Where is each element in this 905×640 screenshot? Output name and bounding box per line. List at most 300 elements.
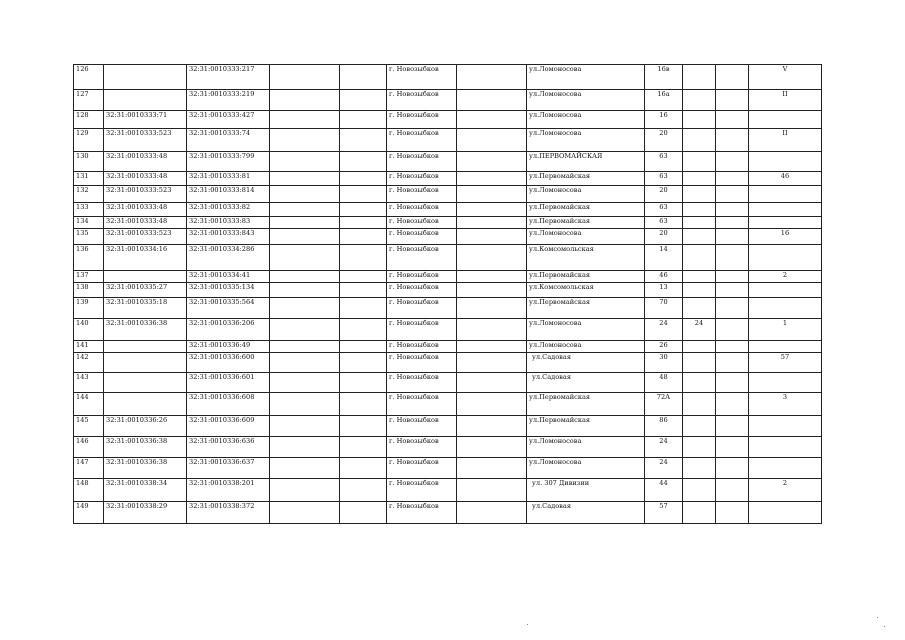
cadastral-number-cell: 32:31:0010336:49 bbox=[187, 341, 270, 353]
row-number-cell: 137 bbox=[74, 271, 104, 283]
last-column-cell: 2 bbox=[749, 479, 822, 502]
empty-cell bbox=[457, 341, 527, 353]
extra-number-cell bbox=[683, 353, 716, 373]
row-number-cell: 129 bbox=[74, 129, 104, 152]
extra-number-cell bbox=[683, 111, 716, 129]
street-cell: ул.Первомайская bbox=[527, 271, 645, 283]
row-number-cell: 148 bbox=[74, 479, 104, 502]
empty-cell bbox=[340, 502, 387, 524]
house-number-cell: 86 bbox=[645, 416, 683, 437]
parent-cadastral-number-cell: 32:31:0010336:38 bbox=[104, 437, 187, 458]
house-number-cell: 63 bbox=[645, 172, 683, 186]
parent-cadastral-number-cell: 32:31:0010335:18 bbox=[104, 298, 187, 319]
street-cell: ул.Комсомольская bbox=[527, 283, 645, 298]
house-number-cell: 26 bbox=[645, 341, 683, 353]
parent-cadastral-number-cell bbox=[104, 65, 187, 90]
table-row bbox=[74, 353, 822, 373]
last-column-cell: 1 bbox=[749, 319, 822, 341]
street-cell: ул.Первомайская bbox=[527, 416, 645, 437]
cadastral-number-cell: 32:31:0010333:81 bbox=[187, 172, 270, 186]
parent-cadastral-number-cell bbox=[104, 341, 187, 353]
empty-cell bbox=[457, 65, 527, 90]
cadastral-number-cell: 32:31:0010335:134 bbox=[187, 283, 270, 298]
city-cell: г. Новозыбков bbox=[387, 298, 457, 319]
city-cell: г. Новозыбков bbox=[387, 271, 457, 283]
empty-cell bbox=[457, 129, 527, 152]
parent-cadastral-number-cell: 32:31:0010333:48 bbox=[104, 152, 187, 172]
last-column-cell bbox=[749, 245, 822, 271]
empty-cell bbox=[716, 203, 749, 217]
street-cell: ул.Ломоносова bbox=[527, 458, 645, 479]
empty-cell bbox=[270, 111, 340, 129]
table-row bbox=[74, 65, 822, 90]
empty-cell bbox=[716, 186, 749, 203]
street-cell: ул.Ломоносова bbox=[527, 186, 645, 203]
empty-cell bbox=[457, 353, 527, 373]
empty-cell bbox=[340, 393, 387, 416]
empty-cell bbox=[270, 341, 340, 353]
last-column-cell: 2 bbox=[749, 271, 822, 283]
empty-cell bbox=[457, 479, 527, 502]
extra-number-cell bbox=[683, 203, 716, 217]
table-row bbox=[74, 393, 822, 416]
row-number-cell: 136 bbox=[74, 245, 104, 271]
extra-number-cell: 24 bbox=[683, 319, 716, 341]
street-cell: ул.Ломоносова bbox=[527, 90, 645, 111]
last-column-cell: II bbox=[749, 129, 822, 152]
street-cell: ул.Комсомольская bbox=[527, 245, 645, 271]
parent-cadastral-number-cell: 32:31:0010336:38 bbox=[104, 319, 187, 341]
table-row bbox=[74, 203, 822, 217]
last-column-cell bbox=[749, 203, 822, 217]
table-row bbox=[74, 319, 822, 341]
empty-cell bbox=[457, 111, 527, 129]
last-column-cell bbox=[749, 437, 822, 458]
empty-cell bbox=[340, 217, 387, 229]
empty-cell bbox=[340, 90, 387, 111]
cadastral-number-cell: 32:31:0010333:219 bbox=[187, 90, 270, 111]
city-cell: г. Новозыбков bbox=[387, 152, 457, 172]
cadastral-register-table bbox=[73, 64, 822, 524]
empty-cell bbox=[716, 416, 749, 437]
empty-cell bbox=[716, 217, 749, 229]
cadastral-number-cell: 32:31:0010336:600 bbox=[187, 353, 270, 373]
empty-cell bbox=[716, 458, 749, 479]
empty-cell bbox=[270, 502, 340, 524]
house-number-cell: 16в bbox=[645, 65, 683, 90]
street-cell: ул.Ломоносова bbox=[527, 111, 645, 129]
empty-cell bbox=[457, 437, 527, 458]
extra-number-cell bbox=[683, 393, 716, 416]
street-cell: ул.Первомайская bbox=[527, 203, 645, 217]
extra-number-cell bbox=[683, 90, 716, 111]
parent-cadastral-number-cell: 32:31:0010333:523 bbox=[104, 129, 187, 152]
last-column-cell bbox=[749, 111, 822, 129]
street-cell: ул.Первомайская bbox=[527, 393, 645, 416]
empty-cell bbox=[457, 271, 527, 283]
table-row bbox=[74, 129, 822, 152]
empty-cell bbox=[457, 217, 527, 229]
table-row bbox=[74, 111, 822, 129]
parent-cadastral-number-cell: 32:31:0010333:71 bbox=[104, 111, 187, 129]
parent-cadastral-number-cell: 32:31:0010338:29 bbox=[104, 502, 187, 524]
scan-speck bbox=[877, 617, 878, 618]
parent-cadastral-number-cell: 32:31:0010336:38 bbox=[104, 458, 187, 479]
table-row bbox=[74, 437, 822, 458]
table-row bbox=[74, 283, 822, 298]
empty-cell bbox=[457, 229, 527, 245]
street-cell: ул.ПЕРВОМАЙСКАЯ bbox=[527, 152, 645, 172]
extra-number-cell bbox=[683, 458, 716, 479]
cadastral-number-cell: 32:31:0010333:82 bbox=[187, 203, 270, 217]
row-number-cell: 141 bbox=[74, 341, 104, 353]
cadastral-number-cell: 32:31:0010335:564 bbox=[187, 298, 270, 319]
extra-number-cell bbox=[683, 245, 716, 271]
house-number-cell: 63 bbox=[645, 217, 683, 229]
empty-cell bbox=[340, 479, 387, 502]
empty-cell bbox=[716, 271, 749, 283]
street-cell: ул.Ломоносова bbox=[527, 65, 645, 90]
empty-cell bbox=[270, 353, 340, 373]
register-body bbox=[74, 65, 822, 524]
extra-number-cell bbox=[683, 298, 716, 319]
row-number-cell: 138 bbox=[74, 283, 104, 298]
city-cell: г. Новозыбков bbox=[387, 203, 457, 217]
house-number-cell: 63 bbox=[645, 152, 683, 172]
empty-cell bbox=[270, 203, 340, 217]
row-number-cell: 131 bbox=[74, 172, 104, 186]
table-row bbox=[74, 479, 822, 502]
empty-cell bbox=[340, 245, 387, 271]
scan-speck bbox=[527, 624, 528, 625]
table-row bbox=[74, 502, 822, 524]
empty-cell bbox=[340, 458, 387, 479]
empty-cell bbox=[340, 152, 387, 172]
empty-cell bbox=[340, 271, 387, 283]
empty-cell bbox=[270, 186, 340, 203]
empty-cell bbox=[457, 458, 527, 479]
extra-number-cell bbox=[683, 416, 716, 437]
house-number-cell: 44 bbox=[645, 479, 683, 502]
table-row bbox=[74, 245, 822, 271]
cadastral-number-cell: 32:31:0010336:608 bbox=[187, 393, 270, 416]
table-row bbox=[74, 186, 822, 203]
empty-cell bbox=[270, 458, 340, 479]
extra-number-cell bbox=[683, 129, 716, 152]
city-cell: г. Новозыбков bbox=[387, 416, 457, 437]
last-column-cell bbox=[749, 416, 822, 437]
table-row bbox=[74, 271, 822, 283]
street-cell: ул.Первомайская bbox=[527, 298, 645, 319]
empty-cell bbox=[340, 186, 387, 203]
cadastral-number-cell: 32:31:0010336:601 bbox=[187, 373, 270, 393]
empty-cell bbox=[270, 393, 340, 416]
empty-cell bbox=[270, 479, 340, 502]
empty-cell bbox=[457, 298, 527, 319]
table-row bbox=[74, 172, 822, 186]
street-cell: ул.Ломоносова bbox=[527, 129, 645, 152]
parent-cadastral-number-cell: 32:31:0010333:523 bbox=[104, 229, 187, 245]
empty-cell bbox=[270, 90, 340, 111]
row-number-cell: 146 bbox=[74, 437, 104, 458]
house-number-cell: 48 bbox=[645, 373, 683, 393]
city-cell: г. Новозыбков bbox=[387, 353, 457, 373]
parent-cadastral-number-cell bbox=[104, 393, 187, 416]
empty-cell bbox=[340, 319, 387, 341]
empty-cell bbox=[340, 298, 387, 319]
empty-cell bbox=[340, 129, 387, 152]
table-row bbox=[74, 152, 822, 172]
empty-cell bbox=[340, 437, 387, 458]
last-column-cell bbox=[749, 283, 822, 298]
city-cell: г. Новозыбков bbox=[387, 65, 457, 90]
parent-cadastral-number-cell bbox=[104, 271, 187, 283]
row-number-cell: 149 bbox=[74, 502, 104, 524]
empty-cell bbox=[457, 373, 527, 393]
extra-number-cell bbox=[683, 271, 716, 283]
empty-cell bbox=[270, 271, 340, 283]
extra-number-cell bbox=[683, 373, 716, 393]
street-cell: ул.Ломоносова bbox=[527, 437, 645, 458]
last-column-cell: 46 bbox=[749, 172, 822, 186]
extra-number-cell bbox=[683, 341, 716, 353]
empty-cell bbox=[716, 111, 749, 129]
house-number-cell: 16 bbox=[645, 111, 683, 129]
extra-number-cell bbox=[683, 172, 716, 186]
empty-cell bbox=[716, 393, 749, 416]
street-cell: ул.Первомайская bbox=[527, 217, 645, 229]
cadastral-number-cell: 32:31:0010338:201 bbox=[187, 479, 270, 502]
empty-cell bbox=[270, 129, 340, 152]
parent-cadastral-number-cell bbox=[104, 353, 187, 373]
cadastral-number-cell: 32:31:0010333:217 bbox=[187, 65, 270, 90]
city-cell: г. Новозыбков bbox=[387, 283, 457, 298]
empty-cell bbox=[270, 65, 340, 90]
house-number-cell: 57 bbox=[645, 502, 683, 524]
last-column-cell: V bbox=[749, 65, 822, 90]
empty-cell bbox=[457, 283, 527, 298]
city-cell: г. Новозыбков bbox=[387, 172, 457, 186]
row-number-cell: 143 bbox=[74, 373, 104, 393]
city-cell: г. Новозыбков bbox=[387, 245, 457, 271]
empty-cell bbox=[716, 479, 749, 502]
city-cell: г. Новозыбков bbox=[387, 129, 457, 152]
empty-cell bbox=[716, 129, 749, 152]
parent-cadastral-number-cell: 32:31:0010333:48 bbox=[104, 217, 187, 229]
row-number-cell: 127 bbox=[74, 90, 104, 111]
cadastral-number-cell: 32:31:0010336:206 bbox=[187, 319, 270, 341]
street-cell: ул.Садовая bbox=[527, 502, 645, 524]
empty-cell bbox=[340, 203, 387, 217]
parent-cadastral-number-cell bbox=[104, 373, 187, 393]
table-row bbox=[74, 373, 822, 393]
empty-cell bbox=[716, 373, 749, 393]
parent-cadastral-number-cell: 32:31:0010333:523 bbox=[104, 186, 187, 203]
table-row bbox=[74, 458, 822, 479]
city-cell: г. Новозыбков bbox=[387, 393, 457, 416]
cadastral-number-cell: 32:31:0010333:814 bbox=[187, 186, 270, 203]
empty-cell bbox=[270, 319, 340, 341]
row-number-cell: 133 bbox=[74, 203, 104, 217]
empty-cell bbox=[270, 283, 340, 298]
house-number-cell: 16а bbox=[645, 90, 683, 111]
extra-number-cell bbox=[683, 152, 716, 172]
row-number-cell: 126 bbox=[74, 65, 104, 90]
parent-cadastral-number-cell: 32:31:0010333:48 bbox=[104, 172, 187, 186]
empty-cell bbox=[270, 416, 340, 437]
empty-cell bbox=[716, 353, 749, 373]
empty-cell bbox=[340, 172, 387, 186]
city-cell: г. Новозыбков bbox=[387, 373, 457, 393]
empty-cell bbox=[270, 229, 340, 245]
city-cell: г. Новозыбков bbox=[387, 111, 457, 129]
empty-cell bbox=[457, 502, 527, 524]
last-column-cell bbox=[749, 373, 822, 393]
empty-cell bbox=[716, 90, 749, 111]
table-row bbox=[74, 416, 822, 437]
table-row bbox=[74, 341, 822, 353]
parent-cadastral-number-cell: 32:31:0010336:26 bbox=[104, 416, 187, 437]
empty-cell bbox=[716, 245, 749, 271]
city-cell: г. Новозыбков bbox=[387, 90, 457, 111]
empty-cell bbox=[340, 111, 387, 129]
city-cell: г. Новозыбков bbox=[387, 217, 457, 229]
cadastral-number-cell: 32:31:0010333:74 bbox=[187, 129, 270, 152]
house-number-cell: 20 bbox=[645, 186, 683, 203]
extra-number-cell bbox=[683, 502, 716, 524]
empty-cell bbox=[340, 416, 387, 437]
empty-cell bbox=[270, 245, 340, 271]
last-column-cell: 57 bbox=[749, 353, 822, 373]
last-column-cell bbox=[749, 186, 822, 203]
cadastral-number-cell: 32:31:0010333:427 bbox=[187, 111, 270, 129]
empty-cell bbox=[716, 298, 749, 319]
city-cell: г. Новозыбков bbox=[387, 458, 457, 479]
extra-number-cell bbox=[683, 479, 716, 502]
city-cell: г. Новозыбков bbox=[387, 502, 457, 524]
extra-number-cell bbox=[683, 229, 716, 245]
empty-cell bbox=[270, 152, 340, 172]
city-cell: г. Новозыбков bbox=[387, 341, 457, 353]
street-cell: ул.Ломоносова bbox=[527, 341, 645, 353]
last-column-cell: 3 bbox=[749, 393, 822, 416]
city-cell: г. Новозыбков bbox=[387, 186, 457, 203]
extra-number-cell bbox=[683, 217, 716, 229]
empty-cell bbox=[270, 172, 340, 186]
last-column-cell bbox=[749, 152, 822, 172]
last-column-cell: 16 bbox=[749, 229, 822, 245]
street-cell: ул. 307 Дивизии bbox=[527, 479, 645, 502]
house-number-cell: 14 bbox=[645, 245, 683, 271]
extra-number-cell bbox=[683, 186, 716, 203]
cadastral-number-cell: 32:31:0010333:83 bbox=[187, 217, 270, 229]
empty-cell bbox=[716, 283, 749, 298]
city-cell: г. Новозыбков bbox=[387, 229, 457, 245]
row-number-cell: 144 bbox=[74, 393, 104, 416]
cadastral-number-cell: 32:31:0010336:637 bbox=[187, 458, 270, 479]
last-column-cell bbox=[749, 341, 822, 353]
last-column-cell bbox=[749, 298, 822, 319]
table-row bbox=[74, 90, 822, 111]
house-number-cell: 24 bbox=[645, 437, 683, 458]
empty-cell bbox=[340, 229, 387, 245]
cadastral-number-cell: 32:31:0010334:286 bbox=[187, 245, 270, 271]
last-column-cell bbox=[749, 458, 822, 479]
empty-cell bbox=[457, 152, 527, 172]
row-number-cell: 130 bbox=[74, 152, 104, 172]
table-row bbox=[74, 298, 822, 319]
empty-cell bbox=[457, 172, 527, 186]
empty-cell bbox=[270, 298, 340, 319]
extra-number-cell bbox=[683, 283, 716, 298]
city-cell: г. Новозыбков bbox=[387, 479, 457, 502]
parent-cadastral-number-cell: 32:31:0010333:48 bbox=[104, 203, 187, 217]
empty-cell bbox=[270, 437, 340, 458]
street-cell: ул.Садовая bbox=[527, 353, 645, 373]
house-number-cell: 24 bbox=[645, 458, 683, 479]
empty-cell bbox=[340, 283, 387, 298]
cadastral-number-cell: 32:31:0010338:372 bbox=[187, 502, 270, 524]
street-cell: ул.Первомайская bbox=[527, 172, 645, 186]
row-number-cell: 128 bbox=[74, 111, 104, 129]
house-number-cell: 70 bbox=[645, 298, 683, 319]
street-cell: ул.Ломоносова bbox=[527, 229, 645, 245]
house-number-cell: 46 bbox=[645, 271, 683, 283]
empty-cell bbox=[716, 341, 749, 353]
empty-cell bbox=[340, 353, 387, 373]
last-column-cell: II bbox=[749, 90, 822, 111]
row-number-cell: 135 bbox=[74, 229, 104, 245]
empty-cell bbox=[457, 203, 527, 217]
row-number-cell: 147 bbox=[74, 458, 104, 479]
cadastral-number-cell: 32:31:0010334:41 bbox=[187, 271, 270, 283]
last-column-cell bbox=[749, 502, 822, 524]
empty-cell bbox=[716, 319, 749, 341]
house-number-cell: 30 bbox=[645, 353, 683, 373]
house-number-cell: 63 bbox=[645, 203, 683, 217]
cadastral-number-cell: 32:31:0010333:799 bbox=[187, 152, 270, 172]
cadastral-number-cell: 32:31:0010336:636 bbox=[187, 437, 270, 458]
empty-cell bbox=[716, 502, 749, 524]
cadastral-number-cell: 32:31:0010333:843 bbox=[187, 229, 270, 245]
empty-cell bbox=[457, 245, 527, 271]
house-number-cell: 20 bbox=[645, 229, 683, 245]
empty-cell bbox=[457, 416, 527, 437]
city-cell: г. Новозыбков bbox=[387, 437, 457, 458]
house-number-cell: 24 bbox=[645, 319, 683, 341]
last-column-cell bbox=[749, 217, 822, 229]
table-row bbox=[74, 229, 822, 245]
house-number-cell: 13 bbox=[645, 283, 683, 298]
row-number-cell: 142 bbox=[74, 353, 104, 373]
row-number-cell: 139 bbox=[74, 298, 104, 319]
empty-cell bbox=[716, 229, 749, 245]
empty-cell bbox=[716, 437, 749, 458]
empty-cell bbox=[457, 319, 527, 341]
row-number-cell: 145 bbox=[74, 416, 104, 437]
extra-number-cell bbox=[683, 65, 716, 90]
empty-cell bbox=[716, 172, 749, 186]
parent-cadastral-number-cell: 32:31:0010334:16 bbox=[104, 245, 187, 271]
empty-cell bbox=[457, 90, 527, 111]
row-number-cell: 140 bbox=[74, 319, 104, 341]
empty-cell bbox=[457, 393, 527, 416]
parent-cadastral-number-cell: 32:31:0010338:34 bbox=[104, 479, 187, 502]
empty-cell bbox=[716, 65, 749, 90]
street-cell: ул.Садовая bbox=[527, 373, 645, 393]
parent-cadastral-number-cell: 32:31:0010335:27 bbox=[104, 283, 187, 298]
empty-cell bbox=[340, 373, 387, 393]
